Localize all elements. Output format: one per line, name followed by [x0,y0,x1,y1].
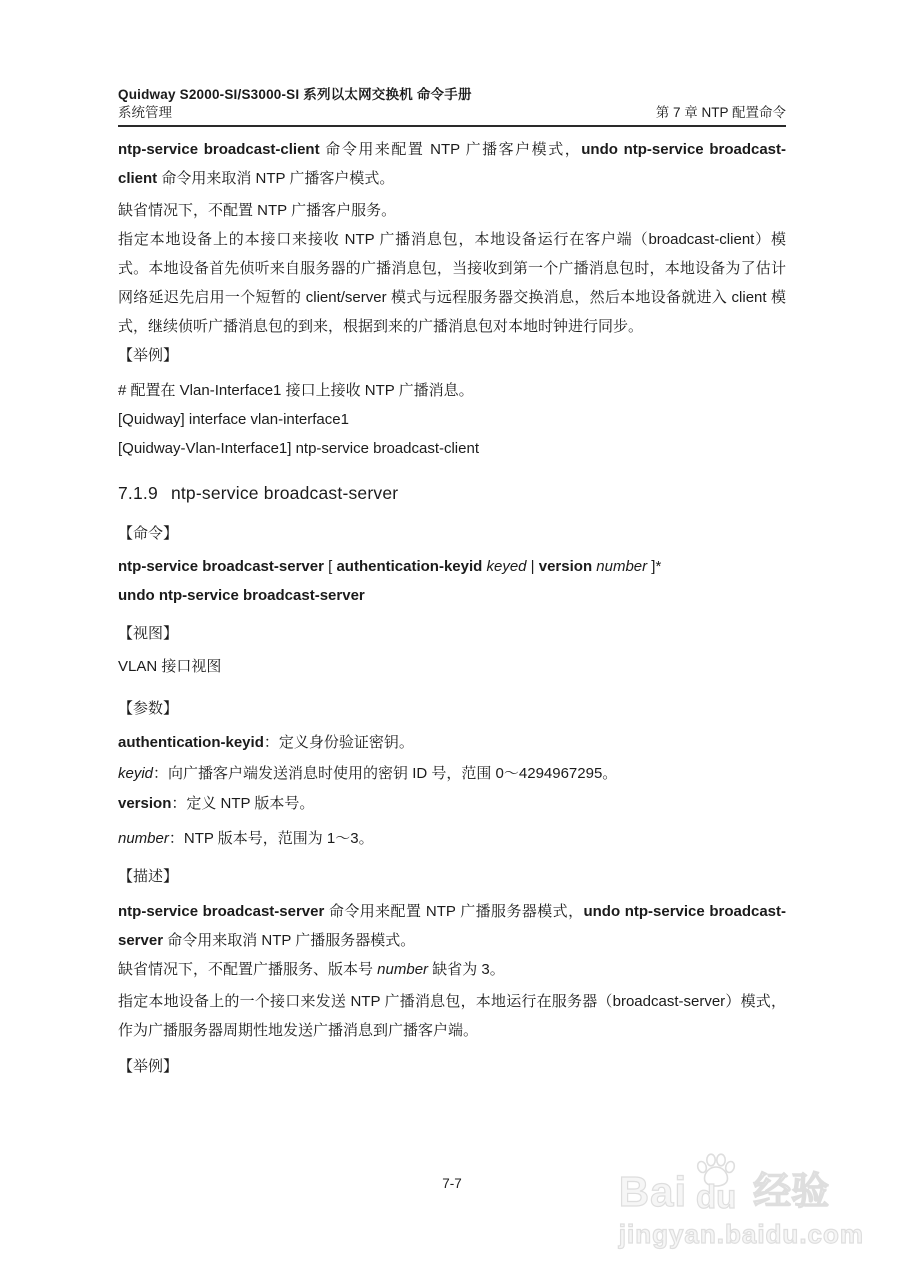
section-number: 7.1.9 [118,483,158,503]
param-keyword: authentication-keyid [118,734,264,751]
param-keyword: version [118,795,172,812]
paragraph-text: 缺省为 3。 [428,961,505,978]
command-undo-syntax: undo ntp-service broadcast-server [118,587,365,604]
section-heading [118,481,786,505]
param-argument: number [377,961,429,978]
param-argument: number [118,830,169,847]
syntax-bracket: [ [323,558,337,575]
paragraph-text: 命令用来取消 NTP 广播客户模式。 [157,170,395,187]
watermark-url: jingyan.baidu.com [618,1219,864,1249]
param-line [118,789,786,818]
command-argument: number [596,558,648,575]
watermark-brand-du: du [695,1178,737,1215]
command-argument: keyed [486,558,527,575]
paragraph-server-detail: 指定本地设备上的一个接口来发送 NTP 广播消息包，本地运行在服务器（broadcast-server）模式，作为广播服务器周期性地发送广播消息到广播客户端。 [118,993,786,1039]
param-line [118,759,786,788]
command-keyword: ntp-service broadcast-server [118,558,324,575]
syntax-pipe: | [526,558,539,575]
header-chapter-name: 第 7 章 NTP 配置命令 [655,105,786,120]
paragraph-client-default: 缺省情况下，不配置 NTP 广播客户服务。 [118,202,397,219]
paragraph-server-desc [118,897,786,955]
command-keyword: version [538,558,593,575]
label-params: 【参数】 [118,700,179,717]
command-keyword: authentication-keyid [336,558,483,575]
param-line [118,824,786,853]
command-name: ntp-service broadcast-client [118,141,320,158]
paragraph-client-desc [118,135,786,193]
section-title: ntp-service broadcast-server [170,483,399,503]
paragraph-server-default [118,955,786,984]
syntax-bracket: ]* [647,558,662,575]
param-desc: ：向广播客户端发送消息时使用的密钥 ID 号，范围 0～4294967295。 [153,765,618,782]
label-command: 【命令】 [118,525,179,542]
example-command-line: [Quidway] interface vlan-interface1 [118,411,349,428]
paragraph-client-detail: 指定本地设备上的本接口来接收 NTP 广播消息包，本地设备运行在客户端（broadcast-client）模式。本地设备首先侦听来自服务器的广播消息包，当接收到第一个广播消息包时，本地设备为了估计网络延迟先启用一个短暂的 client/server 模式与远程服务器交换消息，然后本地设备就进入 client 模式，继续侦听广播消息包的到来，根据到来的广播消息包对本地时钟进行同步。 [118,231,786,335]
view-text: VLAN 接口视图 [118,658,222,675]
paragraph-text: 命令用来配置 NTP 广播服务器模式， [324,903,584,920]
header-row [118,104,786,127]
label-description: 【描述】 [118,868,179,885]
label-view: 【视图】 [118,625,179,642]
command-name: ntp-service broadcast-server [118,903,325,920]
param-line [118,728,786,757]
example-command-line: [Quidway-Vlan-Interface1] ntp-service broadcast-client [118,440,479,457]
baidu-watermark [619,1153,864,1250]
page-number: 7-7 [442,1176,462,1191]
command-name: undo ntp-service broadcast-server [118,903,786,949]
watermark-brand-bai: Bai [618,1168,688,1215]
paragraph-text: 缺省情况下，不配置广播服务、版本号 [118,961,378,978]
document-body [118,135,786,1081]
param-argument: keyid [118,765,154,782]
param-desc: ：定义身份验证密钥。 [263,734,414,751]
command-syntax [118,552,786,581]
paragraph-text: 命令用来配置 NTP 广播客户模式， [319,141,582,158]
command-name: undo ntp-service broadcast-client [118,141,787,187]
label-example-2: 【举例】 [118,1058,179,1075]
page-header [118,86,786,127]
watermark-logo-row [619,1153,864,1213]
paragraph-text: 命令用来取消 NTP 广播服务器模式。 [163,932,416,949]
param-desc: ：定义 NTP 版本号。 [171,795,315,812]
watermark-brand-jingyan: 经验 [753,1171,830,1214]
header-section-name: 系统管理 [118,105,172,120]
param-desc: ：NTP 版本号，范围为 1～3。 [168,830,374,847]
label-example-1: 【举例】 [118,347,179,364]
watermark-du-group [693,1153,739,1213]
example-comment: # 配置在 Vlan-Interface1 接口上接收 NTP 广播消息。 [118,382,474,399]
manual-title: Quidway S2000-SI/S3000-SI 系列以太网交换机 命令手册 [118,87,472,102]
